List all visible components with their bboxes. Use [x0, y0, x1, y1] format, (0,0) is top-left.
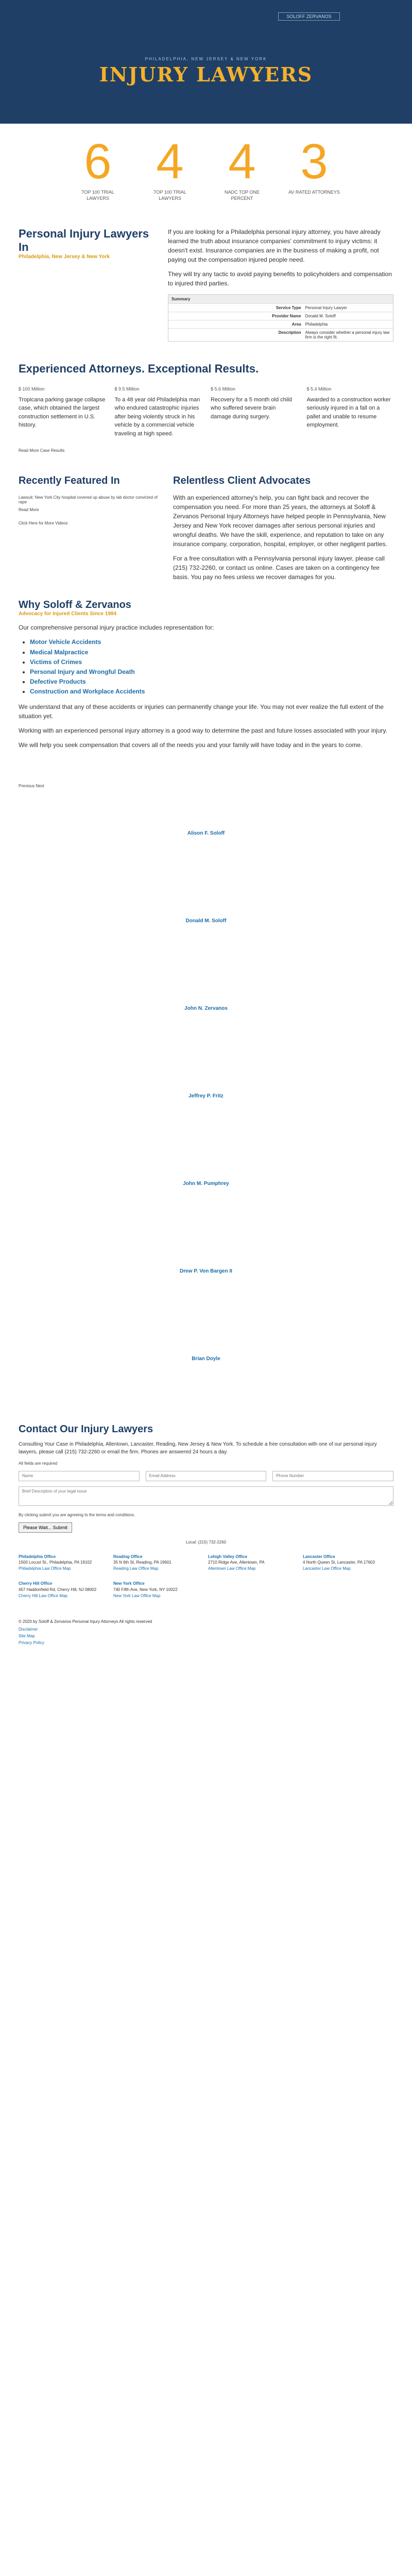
office: [113, 1554, 196, 1572]
attorney-name[interactable]: Jeffrey P. Fritz: [188, 1093, 224, 1099]
contact-form-row: [19, 1471, 393, 1481]
summary-key: Area: [291, 322, 301, 327]
footer-link-privacy[interactable]: Privacy Policy: [19, 1640, 44, 1646]
summary-table: [168, 294, 393, 342]
hero: [0, 0, 412, 124]
office-name: Lancaster Office: [303, 1554, 335, 1559]
attorney-card[interactable]: [19, 1053, 393, 1140]
contact-section: [19, 1423, 393, 1599]
office: [19, 1581, 101, 1599]
practice-link[interactable]: Motor Vehicle Accidents: [30, 638, 101, 646]
phone-input[interactable]: [272, 1471, 393, 1481]
consent-text: By clicking submit you are agreeing to the terms and conditions.: [19, 1512, 135, 1517]
tagline: PHILADELPHIA, NEW JERSEY & NEW YORK: [145, 57, 267, 61]
stat-label: TOP 100 TRIAL LAWYERS: [81, 190, 114, 201]
name-input[interactable]: [19, 1471, 140, 1481]
result-card: [307, 386, 394, 438]
why-paragraph-4: We will help you seek compensation that covers all of the needs you and your family will have today and in the years to come.: [19, 741, 363, 749]
carousel-controls[interactable]: Previous Next: [19, 783, 44, 788]
stat-3: [216, 134, 268, 201]
office: [19, 1554, 101, 1572]
office-map-link[interactable]: Cherry Hill Law Office Map: [19, 1593, 67, 1598]
result-amount: $ 100 Million: [19, 386, 45, 392]
intro-paragraph-1: If you are looking for a Philadelphia personal injury attorney, you have already learned the truth about insurance companies' commitment to injury victims: it doesn't exist. Insurance companies are in the business of making a profit, not paying out the compensation injured people need.: [168, 228, 381, 264]
relentless-title: Relentless Client Advocates: [173, 475, 311, 487]
copyright: © 2020 by Soloff & Zervanos Personal Injury Attorneys All rights reserved: [19, 1619, 152, 1624]
result-amount: $ 9.5 Million: [114, 386, 140, 392]
office-address: 2710 Ridge Ave, Allentown, PA: [208, 1560, 265, 1565]
practice-link[interactable]: Personal Injury and Wrongful Death: [30, 668, 135, 676]
office-map-link[interactable]: New York Law Office Map: [113, 1593, 161, 1598]
attorney-name[interactable]: Alison F. Soloff: [187, 831, 225, 837]
header-callout[interactable]: SOLOFF ZERVANOS: [278, 12, 340, 21]
attorney-name[interactable]: Drew P. Von Bargen II: [180, 1268, 232, 1275]
intro: [19, 227, 393, 342]
stat-number: 6: [84, 134, 112, 189]
results-title: Experienced Attorneys. Exceptional Results.: [19, 362, 259, 376]
why-paragraph-3: Working with an experienced personal injury attorney is a good way to determine the past and future losses associated with your injury.: [19, 726, 387, 734]
result-description: Awarded to a construction worker seriously injured in a fall on a pallet and unable to resume employment.: [306, 396, 391, 429]
result-description: Recovery for a 5 month old child who suffered severe brain damage during surgery.: [211, 396, 292, 420]
contact-paragraph: Consulting Your Case in Philadelphia, Allentown, Lancaster, Reading, New Jersey & New York. To schedule a free consultation with one of our personal injury lawyers, please call (215) 732-2260 or email the firm. Phones are answered 24 hours a day.: [19, 1441, 377, 1455]
office: [208, 1554, 290, 1572]
office-map-link[interactable]: Lancaster Law Office Map: [303, 1566, 351, 1571]
relentless-block: [173, 475, 393, 587]
summary-value: Always consider whether a personal injury law firm is the right fit.: [305, 330, 390, 340]
office-name: New York Office: [113, 1581, 145, 1586]
required-note: All fields are required: [19, 1461, 58, 1466]
featured-left: [19, 475, 163, 587]
office-map-link[interactable]: Reading Law Office Map: [113, 1566, 159, 1571]
attorney-name[interactable]: Brian Doyle: [192, 1356, 220, 1362]
summary-row: [168, 320, 393, 328]
summary-key: Description: [278, 330, 301, 335]
why-paragraph-1: Our comprehensive personal injury practice includes representation for:: [19, 624, 214, 632]
stat-number: 3: [300, 134, 328, 189]
office-name: Reading Office: [113, 1554, 143, 1559]
result-description: Tropicana parking garage collapse case, which obtained the largest construction settlement in U.S. history.: [19, 396, 106, 429]
intro-title: Personal Injury Lawyers In: [19, 227, 149, 254]
why-paragraph-2: We understand that any of these accidents or injuries can permanently change your life. You may not ever realize the full extent of the situation yet.: [19, 703, 384, 720]
attorney-card[interactable]: [19, 1315, 393, 1403]
office-address: 35 N 6th St, Reading, PA 19601: [113, 1560, 171, 1565]
stat-label: TOP 100 TRIAL LAWYERS: [153, 190, 186, 201]
practice-list: [30, 637, 393, 697]
office: [113, 1581, 196, 1599]
result-card: [19, 386, 106, 438]
local-phone[interactable]: Local: (215) 732-2260: [185, 1539, 227, 1545]
stat-label: AV RATED ATTORNEYS: [288, 190, 340, 195]
attorney-card[interactable]: [19, 1140, 393, 1228]
summary-value: Personal Injury Lawyer: [305, 306, 347, 311]
stat-4: [288, 134, 340, 201]
practice-link[interactable]: Defective Products: [30, 678, 86, 686]
stat-1: [72, 134, 124, 201]
result-amount: $ 5.4 Million: [306, 386, 332, 392]
stats-row: [0, 124, 412, 212]
summary-head: Summary: [168, 295, 393, 303]
result-card: [115, 386, 202, 438]
offices-row-2: [19, 1581, 393, 1599]
office-name: Philadelphia Office: [19, 1554, 56, 1559]
practice-link[interactable]: Construction and Workplace Accidents: [30, 688, 145, 696]
relentless-paragraph-2: For a free consultation with a Pennsylvania personal injury lawyer, please call (215) 732-2260, or contact us online. Cases are taken on a contingency fee basis. You pay no fees unless we recover damages for you.: [173, 555, 385, 581]
email-input[interactable]: [146, 1471, 267, 1481]
office-address: 457 Haddonfield Rd, Cherry Hill, NJ 08002: [19, 1587, 97, 1592]
featured-title: Recently Featured In: [19, 475, 120, 487]
office-name: Cherry Hill Office: [19, 1581, 53, 1586]
summary-value: Philadelphia: [305, 322, 328, 327]
office-address: 740 Fifth Ave, New York, NY 10022: [113, 1587, 178, 1592]
contact-title: Contact Our Injury Lawyers: [19, 1423, 153, 1435]
intro-subtitle: Philadelphia, New Jersey & New York: [19, 254, 110, 260]
message-input[interactable]: [19, 1486, 393, 1506]
footer-link-sitemap[interactable]: Site Map: [19, 1634, 35, 1639]
office-name: Lehigh Valley Office: [208, 1554, 248, 1559]
result-description: To a 48 year old Philadelphia man who endured catastrophic injuries after being violently struck in his vehicle by a commercial vehicle traveling at high speed.: [114, 396, 200, 437]
why-title: Why Soloff & Zervanos: [19, 599, 131, 611]
featured-read-more-link[interactable]: Read More: [19, 507, 39, 513]
summary-row: [168, 303, 393, 312]
office-map-link[interactable]: Allentown Law Office Map: [208, 1566, 256, 1571]
attorney-card[interactable]: [19, 1228, 393, 1315]
office-address: 4 North Queen St, Lancaster, PA 17603: [303, 1560, 375, 1565]
result-amount: $ 5.6 Million: [211, 386, 236, 392]
attorney-name[interactable]: Donald M. Soloff: [185, 918, 227, 924]
stat-number: 4: [156, 134, 184, 189]
intro-right: [168, 227, 393, 342]
practice-link[interactable]: Victims of Crimes: [30, 658, 82, 666]
intro-left: [19, 227, 152, 342]
office: [303, 1554, 385, 1572]
why-subtitle: Advocacy for Injured Clients Since 1984: [19, 611, 117, 617]
office-address: 1500 Locust St., Philadelphia, PA 19102: [19, 1560, 92, 1565]
featured-section: [19, 475, 393, 587]
submit-button[interactable]: Please Wait... Submit: [19, 1522, 72, 1533]
summary-row: [168, 312, 393, 320]
logo[interactable]: INJURY LAWYERS: [99, 63, 313, 86]
results-row: [19, 386, 393, 438]
more-videos-link[interactable]: Click Here for More Videos: [19, 521, 68, 526]
intro-paragraph-2: They will try any tactic to avoid paying benefits to policyholders and compensation to injured third parties.: [168, 270, 392, 287]
footer: [19, 1619, 393, 1655]
attorney-name[interactable]: John N. Zervanos: [184, 1006, 228, 1012]
why-section: [19, 599, 393, 749]
result-card: [211, 386, 298, 438]
footer-link-disclaimer[interactable]: Disclaimer: [19, 1627, 38, 1632]
attorneys-section: [19, 781, 393, 1403]
attorney-name[interactable]: John M. Pumphrey: [183, 1181, 229, 1187]
summary-value: Donald M. Soloff: [305, 314, 336, 319]
practice-link[interactable]: Medical Malpractice: [30, 648, 89, 656]
attorney-card[interactable]: [19, 877, 393, 965]
stat-label: NADC TOP ONE PERCENT: [224, 190, 260, 201]
summary-row: [168, 328, 393, 341]
read-more-results-link[interactable]: Read More Case Results: [19, 448, 65, 453]
offices-row-1: [19, 1554, 393, 1572]
stat-2: [144, 134, 196, 201]
summary-key: Service Type: [276, 306, 301, 311]
office-map-link[interactable]: Philadelphia Law Office Map: [19, 1566, 71, 1571]
summary-key: Provider Name: [272, 314, 301, 319]
relentless-paragraph-1: With an experienced attorney's help, you can fight back and recover the compensation you need. For more than 25 years, the attorneys at Soloff & Zervanos Personal Injury Attorneys have helped people in Pennsylvania, New Jersey and New York recover damages after serious personal injuries and wrongful deaths. We have the skill, experience, and reputation to take on any insurance company, corporation, hospital, employer, or other negligent parties.: [173, 494, 388, 548]
attorney-card[interactable]: [19, 790, 393, 877]
stat-number: 4: [228, 134, 256, 189]
attorney-card[interactable]: [19, 965, 393, 1053]
featured-note: Lawsuit: New York City hospital covered up abuse by lab doctor convicted of rape: [19, 495, 158, 505]
